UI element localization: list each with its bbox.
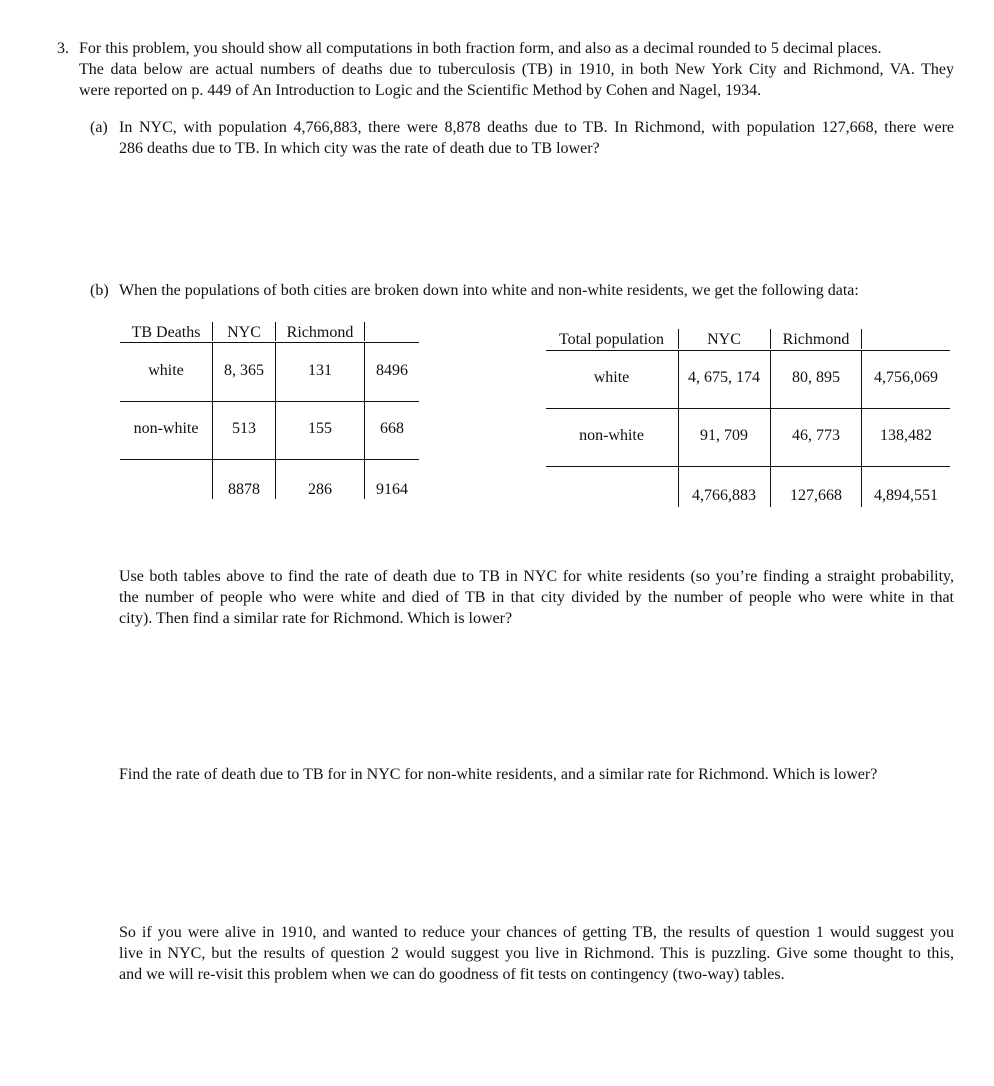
deaths-header-richmond: Richmond [286,324,354,341]
question-white-rates [119,566,954,629]
pop-cell: 4,756,069 [874,369,938,386]
pop-cell: 91, 709 [700,427,748,444]
pop-cell: 80, 895 [792,369,840,386]
pop-row-label: white [593,369,630,386]
part-a-line: In NYC, with population 4,766,883, there were 8,878 deaths due to TB. In Richmond, with population 127,668, there were [119,119,954,136]
part-b-label: (b) [90,282,109,299]
deaths-cell: 8, 365 [224,362,264,379]
intro-line: The data below are actual numbers of deaths due to tuberculosis (TB) in 1910, in both New York City and Richmond, VA. They [79,61,954,78]
pop-cell: 138,482 [880,427,932,444]
paragraph-line: the number of people who were white and died of TB in that city divided by the number of people who were white in that [119,589,954,606]
question-nonwhite-rates: Find the rate of death due to TB for in NYC for non-white residents, and a similar rate for Richmond. Which is lower? [119,766,878,783]
deaths-cell: 668 [380,420,404,437]
deaths-header-nyc: NYC [227,324,261,341]
deaths-header-label: TB Deaths [131,324,201,341]
intro-line: For this problem, you should show all computations in both fraction form, and also as a decimal rounded to 5 decimal places. [79,40,882,57]
deaths-cell: 8496 [376,362,408,379]
pop-total: 127,668 [790,487,842,504]
pop-header-richmond: Richmond [782,331,850,348]
paragraph-line: and we will re-visit this problem when we can do goodness of fit tests on contingency (two-way) tables. [119,966,785,983]
pop-header-nyc: NYC [707,331,741,348]
deaths-total: 286 [308,481,332,498]
pop-cell: 46, 773 [792,427,840,444]
problem-intro [79,38,954,101]
deaths-row-label: non-white [133,420,199,437]
paragraph-line: live in NYC, but the results of question 2 would suggest you live in Richmond. This is puzzling. Give some thought to this, [119,945,954,962]
deaths-total: 9164 [376,481,408,498]
part-b-text: When the populations of both cities are broken down into white and non-white residents, we get the following data: [119,282,859,299]
problem-number: 3. [57,40,69,57]
closing-paragraph [119,922,954,985]
deaths-row-label: white [148,362,184,379]
pop-cell: 4, 675, 174 [688,369,760,386]
deaths-cell: 131 [308,362,332,379]
paragraph-line: Use both tables above to find the rate of death due to TB in NYC for white residents (so you’re finding a straight probability, [119,568,954,585]
pop-total: 4,766,883 [692,487,756,504]
paragraph-line: city). Then find a similar rate for Richmond. Which is lower? [119,610,513,627]
pop-total: 4,894,551 [874,487,938,504]
deaths-total: 8878 [228,481,260,498]
paragraph-line: So if you were alive in 1910, and wanted to reduce your chances of getting TB, the results of question 1 would suggest you [119,924,954,941]
pop-row-label: non-white [579,427,644,444]
part-a-text [119,117,954,159]
pop-header-label: Total population [558,331,665,348]
deaths-cell: 155 [308,420,332,437]
deaths-cell: 513 [232,420,256,437]
intro-line: were reported on p. 449 of An Introduction to Logic and the Scientific Method by Cohen and Nagel, 1934. [79,82,762,99]
part-a-label: (a) [90,119,108,136]
part-a-line: 286 deaths due to TB. In which city was the rate of death due to TB lower? [119,140,600,157]
